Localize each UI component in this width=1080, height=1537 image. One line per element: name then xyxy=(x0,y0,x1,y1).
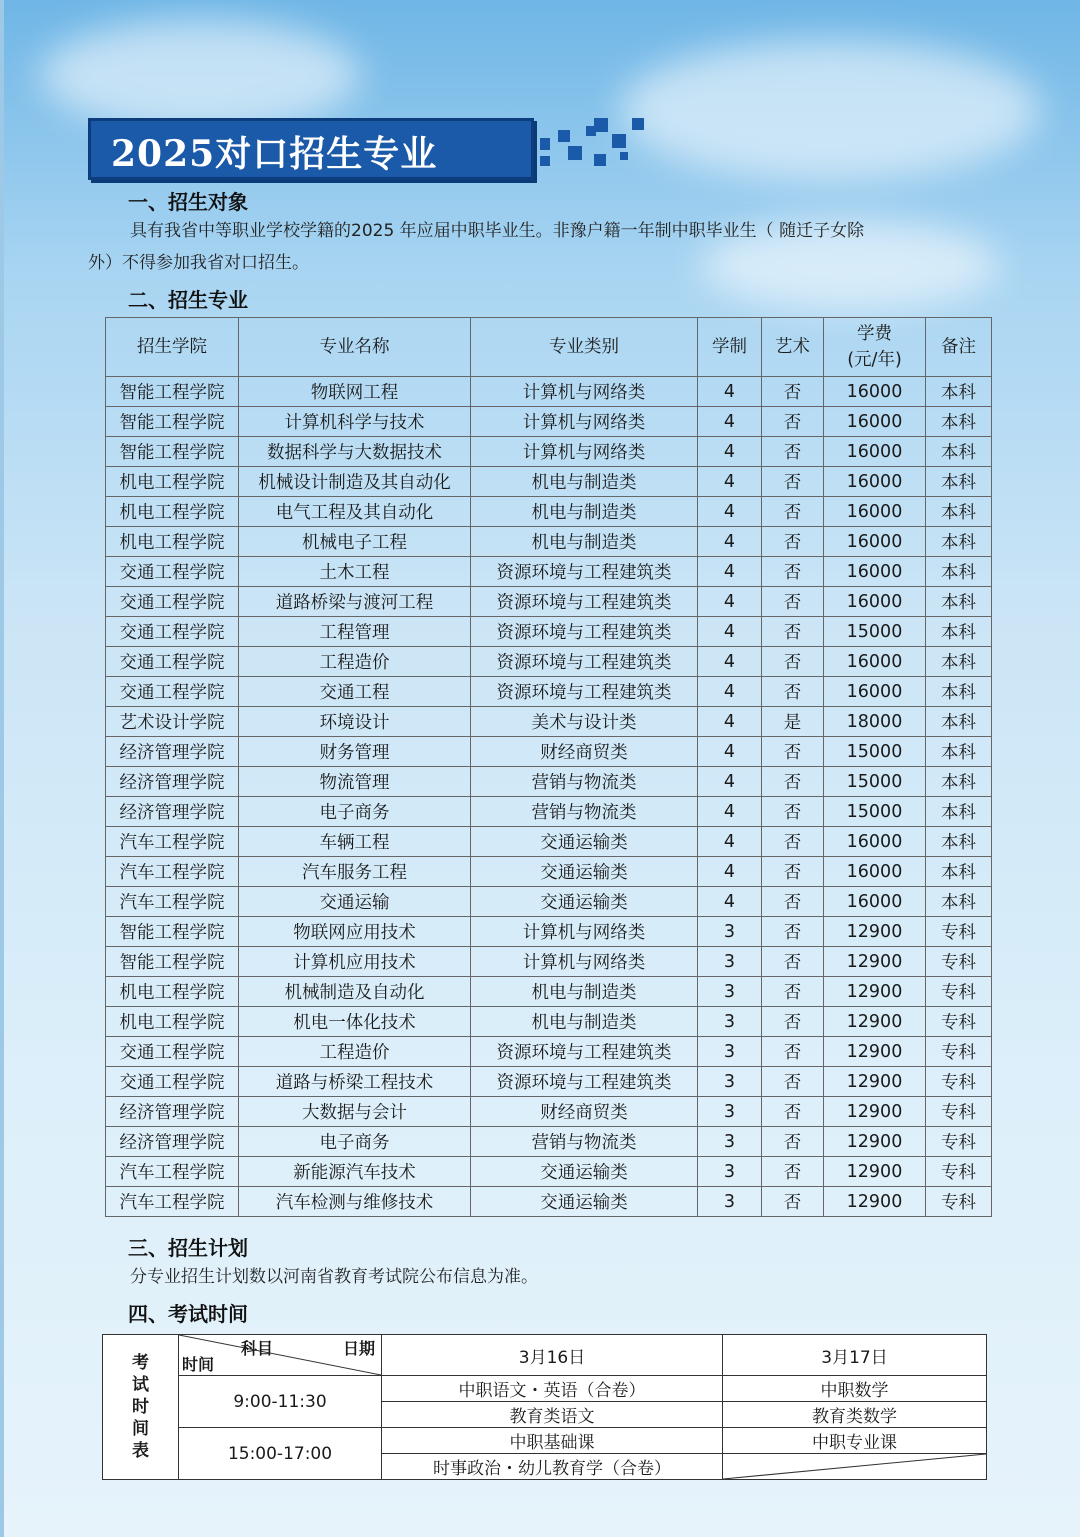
cell-college: 机电工程学院 xyxy=(106,497,239,527)
table-row xyxy=(106,497,992,527)
page-title: 2025对口招生专业 xyxy=(111,133,438,175)
cell-major: 计算机科学与技术 xyxy=(239,407,471,437)
table-row xyxy=(106,827,992,857)
exam-table-label-char: 表 xyxy=(132,1441,149,1461)
cell-remark: 本科 xyxy=(926,497,992,527)
cell-art: 否 xyxy=(762,1157,824,1187)
cell-category: 机电与制造类 xyxy=(471,977,698,1007)
cell-college: 汽车工程学院 xyxy=(106,887,239,917)
cell-duration: 3 xyxy=(698,1067,762,1097)
tuition-header-label: 学费 xyxy=(857,324,892,344)
cell-major: 机械制造及自动化 xyxy=(239,977,471,1007)
cell-remark: 专科 xyxy=(926,917,992,947)
cell-category: 交通运输类 xyxy=(471,1187,698,1217)
cell-category: 资源环境与工程建筑类 xyxy=(471,1067,698,1097)
cell-tuition: 16000 xyxy=(824,827,926,857)
cell-duration: 4 xyxy=(698,497,762,527)
cell-major: 车辆工程 xyxy=(239,827,471,857)
cell-category: 营销与物流类 xyxy=(471,767,698,797)
cell-remark: 本科 xyxy=(926,617,992,647)
cell-major: 物联网应用技术 xyxy=(239,917,471,947)
cell-college: 机电工程学院 xyxy=(106,467,239,497)
table-row xyxy=(106,707,992,737)
cell-college: 机电工程学院 xyxy=(106,1007,239,1037)
cell-tuition: 16000 xyxy=(824,437,926,467)
cell-duration: 4 xyxy=(698,407,762,437)
cell-category: 财经商贸类 xyxy=(471,1097,698,1127)
cell-tuition: 16000 xyxy=(824,647,926,677)
cell-major: 电气工程及其自动化 xyxy=(239,497,471,527)
cell-major: 环境设计 xyxy=(239,707,471,737)
column-header-major: 专业名称 xyxy=(239,318,471,377)
cell-major: 大数据与会计 xyxy=(239,1097,471,1127)
cell-tuition: 16000 xyxy=(824,557,926,587)
cell-category: 交通运输类 xyxy=(471,1157,698,1187)
cell-remark: 专科 xyxy=(926,1127,992,1157)
cell-art: 否 xyxy=(762,677,824,707)
cell-major: 物联网工程 xyxy=(239,377,471,407)
page-left-edge xyxy=(0,0,4,1537)
table-row xyxy=(106,647,992,677)
cell-remark: 本科 xyxy=(926,557,992,587)
cell-remark: 专科 xyxy=(926,977,992,1007)
tuition-header-unit: (元/年) xyxy=(847,350,902,370)
target-description-line1: 具有我省中等职业学校学籍的2025 年应届中职毕业生。非豫户籍一年制中职毕业生（ 随迁子女除 xyxy=(130,221,865,241)
cell-major: 道路桥梁与渡河工程 xyxy=(239,587,471,617)
cell-college: 汽车工程学院 xyxy=(106,857,239,887)
cell-major: 新能源汽车技术 xyxy=(239,1157,471,1187)
cell-duration: 3 xyxy=(698,947,762,977)
cell-duration: 4 xyxy=(698,377,762,407)
cell-category: 资源环境与工程建筑类 xyxy=(471,677,698,707)
cell-remark: 专科 xyxy=(926,947,992,977)
cell-category: 美术与设计类 xyxy=(471,707,698,737)
cell-remark: 本科 xyxy=(926,767,992,797)
cell-category: 计算机与网络类 xyxy=(471,947,698,977)
cell-college: 经济管理学院 xyxy=(106,797,239,827)
cell-major: 交通运输 xyxy=(239,887,471,917)
cell-art: 否 xyxy=(762,1067,824,1097)
cell-tuition: 15000 xyxy=(824,617,926,647)
exam-subject-cell: 时事政治・幼儿教育学（合卷） xyxy=(382,1454,723,1480)
cell-art: 否 xyxy=(762,797,824,827)
cell-college: 交通工程学院 xyxy=(106,1037,239,1067)
table-row xyxy=(106,1037,992,1067)
table-row xyxy=(106,1097,992,1127)
cell-art: 否 xyxy=(762,917,824,947)
cell-category: 资源环境与工程建筑类 xyxy=(471,617,698,647)
exam-schedule-table xyxy=(102,1334,987,1480)
cell-category: 计算机与网络类 xyxy=(471,917,698,947)
cell-art: 否 xyxy=(762,527,824,557)
column-header-tuition xyxy=(824,318,926,377)
cell-remark: 专科 xyxy=(926,1187,992,1217)
cell-major: 汽车检测与维修技术 xyxy=(239,1187,471,1217)
cell-category: 机电与制造类 xyxy=(471,527,698,557)
table-row xyxy=(106,377,992,407)
table-row xyxy=(106,1187,992,1217)
cell-category: 机电与制造类 xyxy=(471,467,698,497)
cell-major: 电子商务 xyxy=(239,1127,471,1157)
cell-tuition: 18000 xyxy=(824,707,926,737)
table-row xyxy=(106,917,992,947)
cell-art: 否 xyxy=(762,1097,824,1127)
empty-diagonal-cell xyxy=(723,1454,987,1480)
cell-remark: 本科 xyxy=(926,887,992,917)
cell-major: 交通工程 xyxy=(239,677,471,707)
cell-remark: 本科 xyxy=(926,377,992,407)
cell-category: 计算机与网络类 xyxy=(471,377,698,407)
cell-college: 智能工程学院 xyxy=(106,377,239,407)
table-row xyxy=(106,977,992,1007)
cell-remark: 本科 xyxy=(926,797,992,827)
cell-duration: 3 xyxy=(698,1037,762,1067)
cell-major: 机械电子工程 xyxy=(239,527,471,557)
cell-tuition: 12900 xyxy=(824,1187,926,1217)
table-row xyxy=(106,437,992,467)
title-banner xyxy=(88,118,534,180)
exam-table-label-char: 考 xyxy=(132,1353,149,1373)
cell-remark: 本科 xyxy=(926,827,992,857)
cell-tuition: 12900 xyxy=(824,1127,926,1157)
cell-major: 道路与桥梁工程技术 xyxy=(239,1067,471,1097)
column-header-remark: 备注 xyxy=(926,318,992,377)
cell-college: 汽车工程学院 xyxy=(106,1157,239,1187)
cell-category: 机电与制造类 xyxy=(471,497,698,527)
cell-major: 土木工程 xyxy=(239,557,471,587)
cell-art: 否 xyxy=(762,437,824,467)
exam-table-label-text xyxy=(103,1352,178,1462)
cell-remark: 本科 xyxy=(926,407,992,437)
cell-tuition: 12900 xyxy=(824,1037,926,1067)
majors-table xyxy=(105,317,992,1217)
cell-major: 机械设计制造及其自动化 xyxy=(239,467,471,497)
date-header-day1: 3月16日 xyxy=(382,1335,723,1376)
cell-category: 计算机与网络类 xyxy=(471,437,698,467)
cell-tuition: 12900 xyxy=(824,1067,926,1097)
cell-college: 汽车工程学院 xyxy=(106,827,239,857)
exam-subject-cell: 中职专业课 xyxy=(723,1428,987,1454)
table-row xyxy=(106,947,992,977)
cell-major: 物流管理 xyxy=(239,767,471,797)
date-header-day2: 3月17日 xyxy=(723,1335,987,1376)
cell-college: 交通工程学院 xyxy=(106,617,239,647)
section-heading-majors: 二、招生专业 xyxy=(128,288,248,312)
cell-tuition: 15000 xyxy=(824,797,926,827)
cell-art: 否 xyxy=(762,467,824,497)
exam-table-label-char: 时 xyxy=(132,1397,149,1417)
cell-college: 机电工程学院 xyxy=(106,977,239,1007)
cell-tuition: 16000 xyxy=(824,677,926,707)
column-header-category: 专业类别 xyxy=(471,318,698,377)
cell-duration: 3 xyxy=(698,917,762,947)
cell-college: 智能工程学院 xyxy=(106,407,239,437)
table-row xyxy=(106,737,992,767)
time-slot-afternoon: 15:00-17:00 xyxy=(179,1428,382,1480)
cell-tuition: 12900 xyxy=(824,947,926,977)
exam-subject-cell: 中职数学 xyxy=(723,1376,987,1402)
cell-remark: 本科 xyxy=(926,647,992,677)
cell-duration: 3 xyxy=(698,1007,762,1037)
cell-college: 经济管理学院 xyxy=(106,767,239,797)
time-slot-morning: 9:00-11:30 xyxy=(179,1376,382,1428)
cell-remark: 本科 xyxy=(926,707,992,737)
cell-tuition: 12900 xyxy=(824,1097,926,1127)
cell-category: 资源环境与工程建筑类 xyxy=(471,1037,698,1067)
cell-duration: 4 xyxy=(698,857,762,887)
cell-art: 否 xyxy=(762,767,824,797)
cell-duration: 3 xyxy=(698,1157,762,1187)
table-row xyxy=(106,407,992,437)
cell-duration: 4 xyxy=(698,587,762,617)
cell-category: 营销与物流类 xyxy=(471,1127,698,1157)
cell-remark: 专科 xyxy=(926,1157,992,1187)
cell-duration: 4 xyxy=(698,707,762,737)
cell-category: 营销与物流类 xyxy=(471,797,698,827)
cell-college: 交通工程学院 xyxy=(106,677,239,707)
cell-college: 交通工程学院 xyxy=(106,557,239,587)
cell-tuition: 12900 xyxy=(824,917,926,947)
cell-remark: 本科 xyxy=(926,467,992,497)
cell-college: 智能工程学院 xyxy=(106,947,239,977)
cell-category: 交通运输类 xyxy=(471,887,698,917)
diagonal-header-cell xyxy=(179,1335,382,1376)
cell-duration: 4 xyxy=(698,557,762,587)
column-header-art: 艺术 xyxy=(762,318,824,377)
cell-category: 资源环境与工程建筑类 xyxy=(471,647,698,677)
target-description-line2: 外）不得参加我省对口招生。 xyxy=(88,253,309,273)
cell-college: 机电工程学院 xyxy=(106,527,239,557)
cell-tuition: 12900 xyxy=(824,977,926,1007)
cell-duration: 4 xyxy=(698,527,762,557)
cell-duration: 4 xyxy=(698,677,762,707)
cell-major: 工程造价 xyxy=(239,1037,471,1067)
cell-major: 工程管理 xyxy=(239,617,471,647)
table-row xyxy=(106,797,992,827)
cell-category: 资源环境与工程建筑类 xyxy=(471,587,698,617)
majors-table-body xyxy=(106,377,992,1217)
cell-remark: 专科 xyxy=(926,1097,992,1127)
cell-remark: 专科 xyxy=(926,1037,992,1067)
column-header-duration: 学制 xyxy=(698,318,762,377)
corner-time-label: 时间 xyxy=(182,1355,215,1374)
diagonal-line xyxy=(723,1454,986,1479)
cell-duration: 3 xyxy=(698,977,762,1007)
cell-art: 否 xyxy=(762,377,824,407)
cell-category: 机电与制造类 xyxy=(471,1007,698,1037)
table-header-row xyxy=(106,318,992,377)
cell-major: 电子商务 xyxy=(239,797,471,827)
cell-college: 交通工程学院 xyxy=(106,647,239,677)
cell-remark: 专科 xyxy=(926,1067,992,1097)
table-row xyxy=(106,1127,992,1157)
cell-college: 智能工程学院 xyxy=(106,437,239,467)
table-row xyxy=(106,767,992,797)
cell-duration: 4 xyxy=(698,737,762,767)
table-row xyxy=(106,1067,992,1097)
cell-tuition: 15000 xyxy=(824,767,926,797)
cell-remark: 本科 xyxy=(926,437,992,467)
exam-subject-cell: 中职基础课 xyxy=(382,1428,723,1454)
cloud-decoration xyxy=(620,40,1040,180)
cell-art: 否 xyxy=(762,647,824,677)
table-row xyxy=(106,587,992,617)
cell-art: 否 xyxy=(762,587,824,617)
table-row xyxy=(106,1007,992,1037)
cell-duration: 4 xyxy=(698,827,762,857)
cell-tuition: 16000 xyxy=(824,587,926,617)
cell-major: 工程造价 xyxy=(239,647,471,677)
cell-remark: 专科 xyxy=(926,1007,992,1037)
corner-subject-label: 科目 xyxy=(241,1339,274,1358)
cell-art: 否 xyxy=(762,497,824,527)
cell-art: 否 xyxy=(762,887,824,917)
exam-table-label-char: 试 xyxy=(132,1375,149,1395)
cell-category: 财经商贸类 xyxy=(471,737,698,767)
exam-subject-cell: 教育类数学 xyxy=(723,1402,987,1428)
table-row xyxy=(106,857,992,887)
table-row xyxy=(106,557,992,587)
table-row xyxy=(106,1157,992,1187)
cell-tuition: 16000 xyxy=(824,887,926,917)
cell-duration: 4 xyxy=(698,767,762,797)
cell-college: 经济管理学院 xyxy=(106,737,239,767)
cell-college: 经济管理学院 xyxy=(106,1097,239,1127)
cell-remark: 本科 xyxy=(926,857,992,887)
cell-art: 否 xyxy=(762,1127,824,1157)
cell-art: 否 xyxy=(762,947,824,977)
cell-major: 数据科学与大数据技术 xyxy=(239,437,471,467)
cell-tuition: 16000 xyxy=(824,467,926,497)
cell-tuition: 12900 xyxy=(824,1007,926,1037)
cell-art: 否 xyxy=(762,1037,824,1067)
cell-college: 交通工程学院 xyxy=(106,587,239,617)
cell-major: 财务管理 xyxy=(239,737,471,767)
table-row xyxy=(106,887,992,917)
section-heading-plan: 三、招生计划 xyxy=(128,1236,248,1260)
cell-duration: 4 xyxy=(698,617,762,647)
cell-art: 否 xyxy=(762,1187,824,1217)
cell-duration: 4 xyxy=(698,647,762,677)
cell-duration: 3 xyxy=(698,1187,762,1217)
exam-subject-cell: 中职语文・英语（合卷） xyxy=(382,1376,723,1402)
cell-tuition: 12900 xyxy=(824,1157,926,1187)
cell-major: 汽车服务工程 xyxy=(239,857,471,887)
cell-college: 艺术设计学院 xyxy=(106,707,239,737)
plan-description: 分专业招生计划数以河南省教育考试院公布信息为准。 xyxy=(130,1267,538,1287)
cell-art: 否 xyxy=(762,407,824,437)
cell-duration: 3 xyxy=(698,1127,762,1157)
cell-art: 否 xyxy=(762,857,824,887)
cell-college: 交通工程学院 xyxy=(106,1067,239,1097)
cell-art: 否 xyxy=(762,977,824,1007)
cell-college: 汽车工程学院 xyxy=(106,1187,239,1217)
cell-duration: 4 xyxy=(698,437,762,467)
cell-tuition: 15000 xyxy=(824,737,926,767)
cell-college: 智能工程学院 xyxy=(106,917,239,947)
cell-category: 计算机与网络类 xyxy=(471,407,698,437)
cell-duration: 3 xyxy=(698,1097,762,1127)
cell-major: 机电一体化技术 xyxy=(239,1007,471,1037)
cell-art: 否 xyxy=(762,827,824,857)
table-row xyxy=(106,617,992,647)
cell-major: 计算机应用技术 xyxy=(239,947,471,977)
cell-tuition: 16000 xyxy=(824,857,926,887)
cell-art: 是 xyxy=(762,707,824,737)
cell-tuition: 16000 xyxy=(824,497,926,527)
cell-category: 资源环境与工程建筑类 xyxy=(471,557,698,587)
cell-tuition: 16000 xyxy=(824,527,926,557)
exam-subject-cell: 教育类语文 xyxy=(382,1402,723,1428)
exam-table-label-char: 间 xyxy=(132,1419,149,1439)
cell-duration: 4 xyxy=(698,887,762,917)
cell-category: 交通运输类 xyxy=(471,857,698,887)
cell-art: 否 xyxy=(762,617,824,647)
table-row xyxy=(106,467,992,497)
cell-remark: 本科 xyxy=(926,527,992,557)
cell-tuition: 16000 xyxy=(824,377,926,407)
table-row xyxy=(106,527,992,557)
table-row xyxy=(106,677,992,707)
cell-remark: 本科 xyxy=(926,587,992,617)
cell-remark: 本科 xyxy=(926,737,992,767)
corner-date-label: 日期 xyxy=(342,1339,375,1358)
cell-remark: 本科 xyxy=(926,677,992,707)
exam-table-label xyxy=(103,1335,179,1480)
cloud-decoration xyxy=(40,20,360,130)
section-heading-target: 一、招生对象 xyxy=(128,190,248,214)
section-heading-exam-time: 四、考试时间 xyxy=(128,1302,248,1326)
cell-tuition: 16000 xyxy=(824,407,926,437)
cell-duration: 4 xyxy=(698,797,762,827)
cell-category: 交通运输类 xyxy=(471,827,698,857)
cell-art: 否 xyxy=(762,557,824,587)
cell-duration: 4 xyxy=(698,467,762,497)
cell-art: 否 xyxy=(762,737,824,767)
column-header-college: 招生学院 xyxy=(106,318,239,377)
cell-college: 经济管理学院 xyxy=(106,1127,239,1157)
cell-art: 否 xyxy=(762,1007,824,1037)
